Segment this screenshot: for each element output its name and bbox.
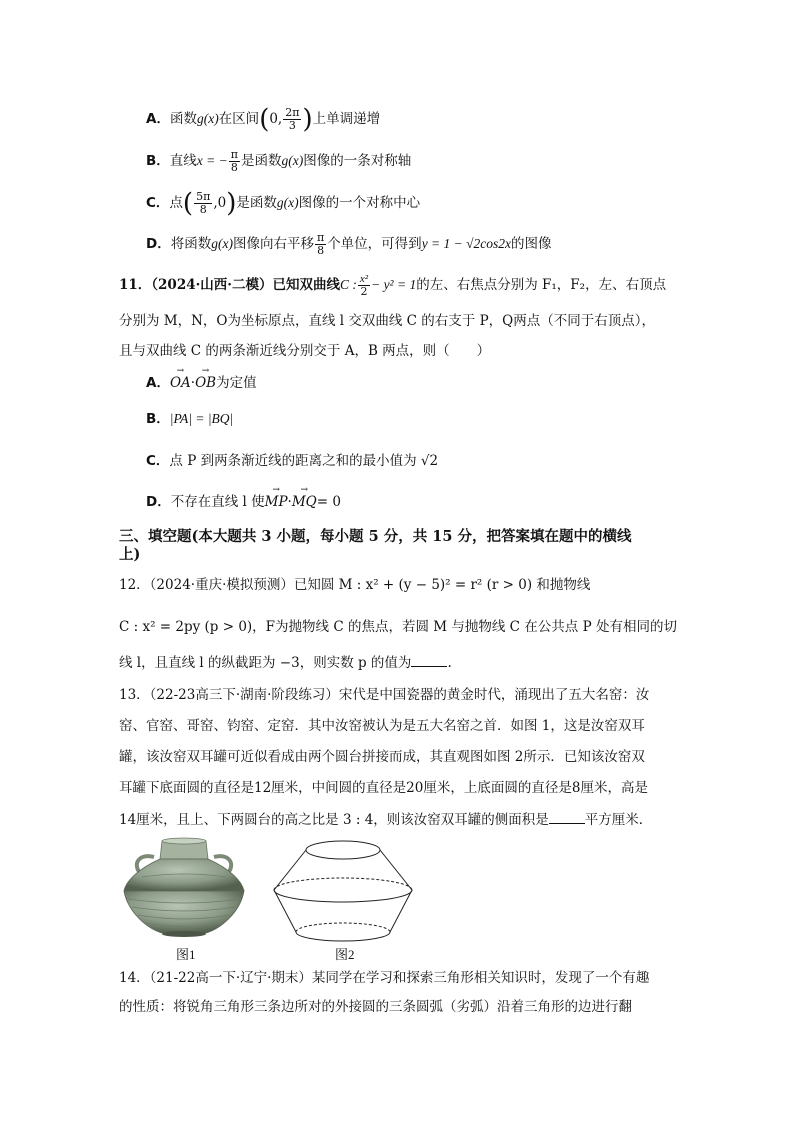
section-heading-line-2: 上): [119, 546, 141, 563]
denominator: 3: [288, 119, 296, 132]
vector: → OB: [195, 373, 216, 393]
q13-line-3: 罐，该汝窑双耳罐可近似看成由两个圆台拼接而成，其直观图如图 2所示．已知该汝窑双: [119, 749, 645, 765]
q12-line-3: [119, 652, 452, 673]
text: 直线: [169, 153, 197, 169]
fraction: [229, 149, 240, 174]
numerator: x²: [359, 273, 369, 285]
math: g(x): [281, 153, 304, 168]
text: 是函数: [241, 153, 282, 169]
q11-line-1: [119, 273, 666, 298]
option-label: D．: [146, 236, 171, 252]
text: 函数: [169, 111, 197, 127]
answer-blank[interactable]: [549, 809, 585, 824]
math: g(x): [276, 195, 299, 210]
paren-left: (: [259, 104, 270, 135]
numerator: 2π: [285, 106, 300, 119]
ru-ware-jar-photo: [118, 833, 250, 943]
question-text: 14厘米，且上、下两圆台的高之比是 3 : 4，则该汝窑双耳罐的侧面积是: [119, 812, 549, 828]
math: ·: [190, 375, 196, 391]
fraction: [358, 273, 370, 298]
vector: → MP: [265, 492, 288, 512]
q12-line-1: 12．（2024·重庆·模拟预测）已知圆 M : x² + (y − 5)² = r² (r > 0) 和抛物线: [119, 577, 591, 593]
question-text: 的左、右焦点分别为 F₁，F₂，左、右顶点: [416, 277, 667, 293]
section-heading-line-1: 三、填空题(本大题共 3 小题，每小题 5 分，共 15 分，把答案填在题中的横线: [119, 528, 632, 545]
q12-line-2: C : x² = 2py (p > 0)，F为抛物线 C 的焦点，若圆 M 与抛物线 C 在公共点 P 处有相同的切: [119, 619, 677, 635]
paren-right: ): [226, 188, 237, 219]
q11-option-d: [146, 492, 341, 512]
question-text: 线 l，且直线 l 的纵截距为 −3，则实数 p 的值为: [119, 655, 412, 671]
vector: → MQ: [292, 492, 317, 512]
text: 是函数: [236, 195, 277, 211]
math: ·: [287, 494, 292, 510]
q13-line-2: 窑、官窑、哥窑、钧窑、定窑．其中汝窑被认为是五大名窑之首．如图 1，这是汝窑双耳: [119, 718, 645, 734]
q11-line-3: 且与双曲线 C 的两条渐近线分别交于 A，B 两点，则（ ）: [119, 343, 491, 359]
text: 的图像: [511, 236, 552, 252]
text: 图像的一条对称轴: [303, 153, 412, 169]
q11-option-c: [146, 451, 438, 471]
q10-option-c: [146, 188, 421, 219]
text: 点: [169, 195, 183, 211]
text: = 0: [316, 494, 341, 510]
math: y = 1 − √2cos2x: [421, 236, 512, 251]
q13-line-1: 13．（22-23高三下·湖南·阶段练习）宋代是中国瓷器的黄金时代，涌现出了五大名窑：汝: [119, 687, 650, 703]
option-label: B．: [146, 411, 170, 427]
math: ,0: [213, 195, 227, 211]
text: 图像的一个对称中心: [298, 195, 421, 211]
text: 个单位，可得到: [327, 236, 422, 252]
option-label: A．: [146, 375, 170, 391]
paren-right: ): [302, 104, 313, 135]
q13-line-5: [119, 809, 652, 830]
text: 上单调递增: [312, 111, 381, 127]
option-label: D．: [146, 494, 171, 510]
text: 为定值: [216, 375, 257, 391]
text: 在区间: [218, 111, 260, 127]
math: − y² = 1: [371, 277, 417, 292]
text: 点 P 到两条渐近线的距离之和的最小值为 √2: [169, 453, 439, 469]
paren-left: (: [182, 188, 194, 219]
math: g(x): [211, 236, 233, 251]
denominator: 8: [199, 203, 207, 216]
text: 不存在直线 l 使: [170, 494, 265, 510]
q10-option-b: [146, 149, 411, 174]
text: 将函数: [170, 236, 212, 252]
fraction: [283, 107, 301, 132]
option-label: A．: [146, 111, 170, 127]
q13-line-4: 耳罐下底面圆的直径是12厘米，中间圆的直径是20厘米，上底面圆的直径是8厘米，高是: [119, 780, 648, 796]
denominator: 8: [317, 244, 325, 257]
fraction: [315, 232, 326, 257]
figure-2-caption: 图2: [335, 947, 355, 962]
option-label: C．: [146, 195, 170, 211]
question-text: 平方厘米．: [584, 812, 653, 828]
figure-1-caption: 图1: [176, 947, 196, 962]
q10-option-d: [146, 232, 552, 257]
q14-line-2: 的性质：将锐角三角形三条边所对的外接圆的三条圆弧（劣弧）沿着三角形的边进行翻: [119, 999, 632, 1015]
text: 图像向右平移: [232, 236, 314, 252]
double-frustum-diagram: [268, 838, 418, 944]
math: x = −: [196, 153, 228, 168]
math: g(x): [196, 111, 219, 126]
q14-line-1: 14．（21-22高一下·辽宁·期末）某同学在学习和探索三角形相关知识时，发现了一个有趣: [119, 970, 650, 986]
math: C :: [340, 277, 357, 292]
math: 0,: [269, 111, 283, 127]
q10-option-a: [146, 104, 381, 135]
numerator: π: [316, 231, 325, 244]
q11-option-b: [146, 409, 233, 429]
option-label: B．: [146, 153, 170, 169]
q11-option-a: [146, 373, 257, 393]
denominator: 2: [360, 285, 368, 298]
q11-line-2: 分别为 M，N，O为坐标原点，直线 l 交双曲线 C 的右支于 P，Q两点（不同于右顶点），: [119, 313, 655, 329]
option-label: C．: [146, 453, 170, 469]
numerator: π: [230, 148, 238, 161]
numerator: 5π: [196, 190, 211, 203]
vector: → OA: [170, 373, 191, 393]
question-text: 11．（2024·山西·二模）已知双曲线: [119, 277, 341, 293]
denominator: 8: [230, 161, 238, 174]
answer-blank[interactable]: [411, 652, 447, 667]
math: |PA| = |BQ|: [169, 411, 234, 426]
question-text: .: [447, 655, 452, 671]
fraction: [194, 191, 212, 216]
